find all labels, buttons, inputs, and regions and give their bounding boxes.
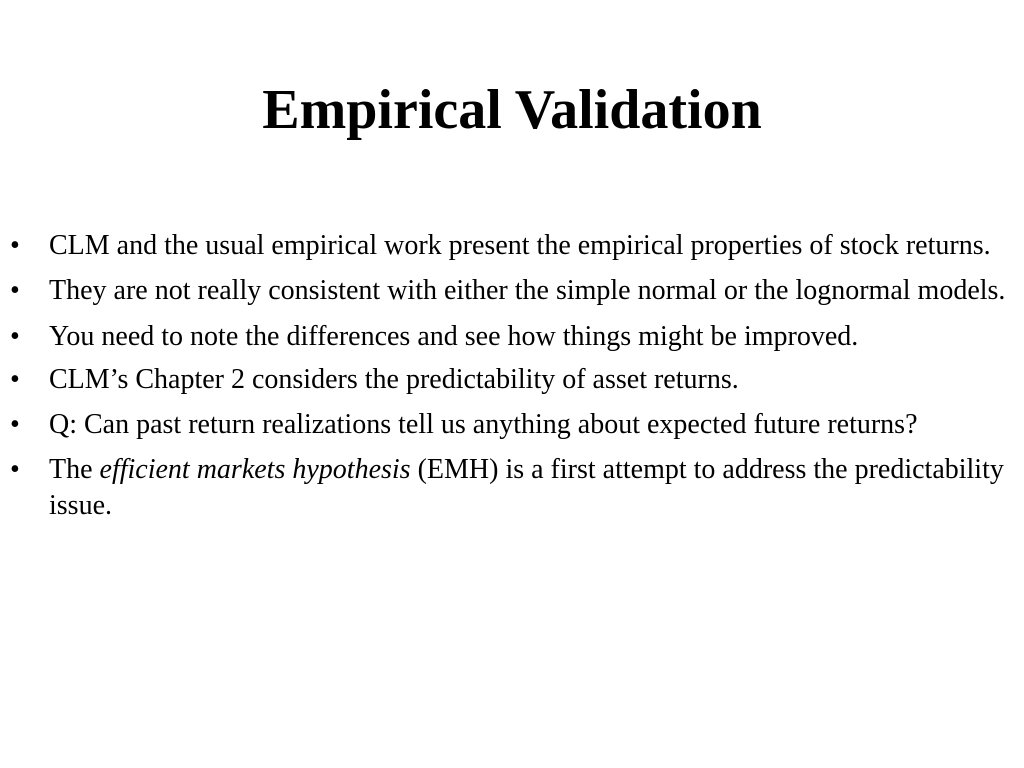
bullet-symbol: •: [10, 409, 20, 440]
bullet-text: You need to note the differences and see how things might be improved.: [49, 321, 859, 352]
bullet-text: CLM’s Chapter 2 considers the predictability of asset returns.: [49, 364, 739, 395]
bullet-symbol: •: [10, 230, 20, 261]
bullet-item-1: [10, 228, 1014, 264]
emphasized-term: efficient markets hypothesis: [99, 454, 411, 485]
bullet-symbol: •: [10, 364, 20, 395]
bullet-symbol: •: [10, 454, 20, 485]
bullet-item-6: [10, 452, 1014, 524]
slide-title: Empirical Validation: [262, 79, 762, 141]
bullet-text: [49, 454, 1004, 521]
bullet-symbol: •: [10, 321, 20, 352]
bullet-list: [10, 228, 1014, 533]
bullet-text-suffix: (EMH) is a first attempt to address the predictability issue.: [49, 454, 1004, 521]
bullet-item-4: [10, 362, 1014, 398]
bullet-text-prefix: The: [49, 454, 100, 485]
bullet-item-3: [10, 313, 1014, 360]
bullet-text: CLM and the usual empirical work present the empirical properties of stock returns.: [49, 230, 991, 261]
bullet-item-2: [10, 273, 1014, 309]
bullet-text: They are not really consistent with either the simple normal or the lognormal models.: [49, 275, 1006, 306]
bullet-item-5: [10, 407, 1014, 443]
bullet-symbol: •: [10, 275, 20, 306]
bullet-text: Q: Can past return realizations tell us anything about expected future returns?: [49, 409, 918, 440]
